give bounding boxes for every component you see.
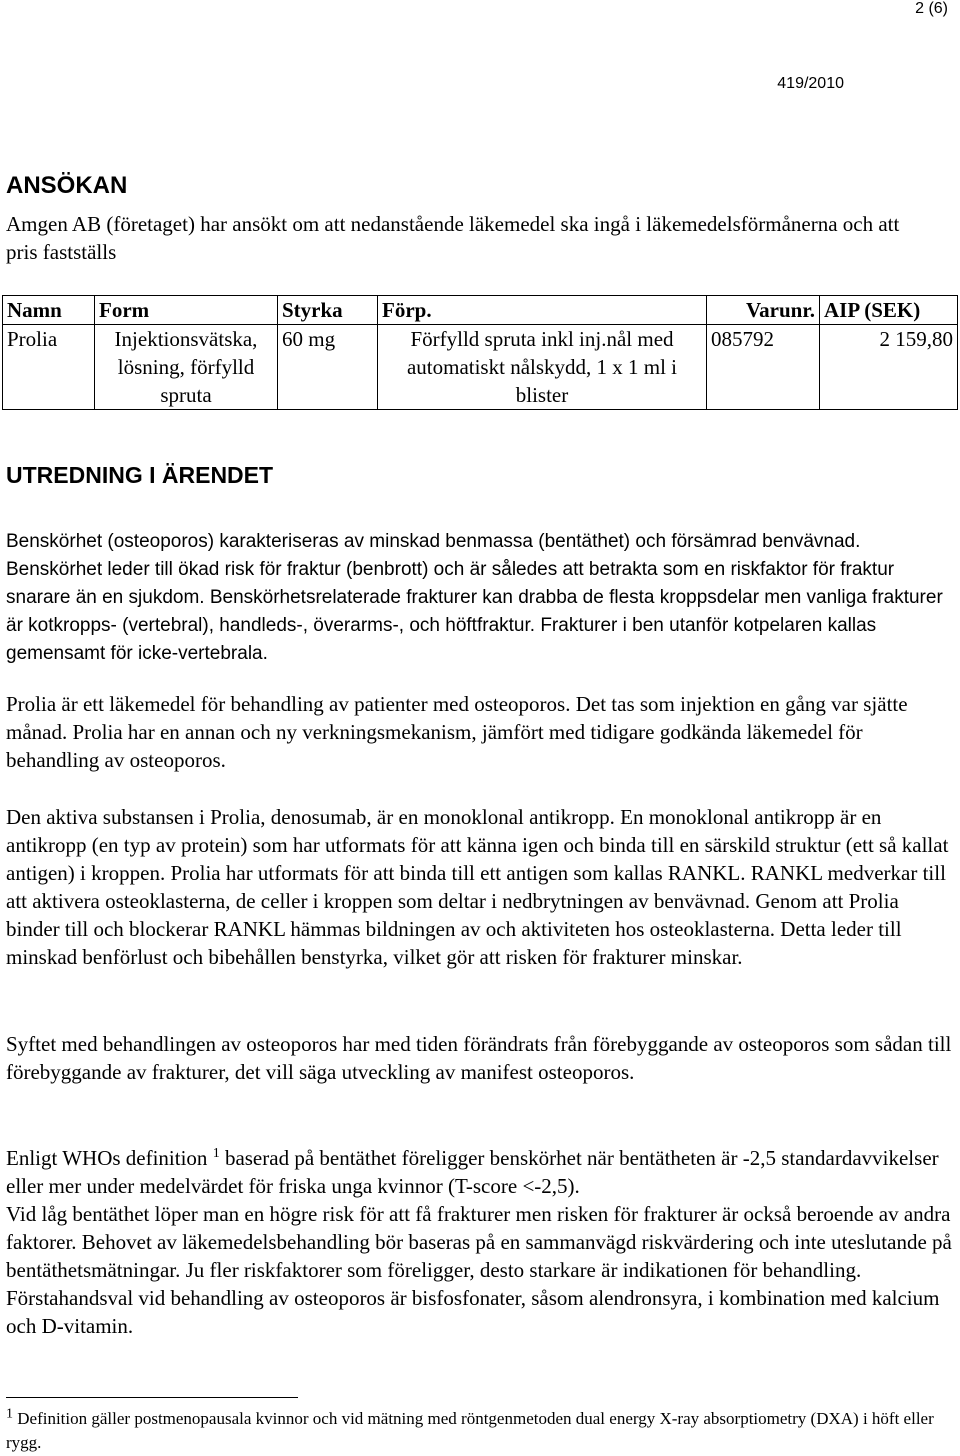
paragraph-treatment-aim: Syftet med behandlingen av osteoporos har med tiden förändrats från förebyggande av osteoporos som sådan till förebyggande av frakturer, det vill säga utveckling av manifest osteoporos. [6, 1032, 952, 1084]
header-forp: Förp. [378, 296, 707, 325]
paragraph-prolia: Prolia är ett läkemedel för behandling av patienter med osteoporos. Det tas som injektion en gång var sjätte månad. Prolia har en annan och ny verkningsmekanism, jämfört med tidigare godkända läkemedel för behandling av osteoporos. [6, 692, 908, 772]
footnote-divider [6, 1397, 298, 1398]
document-reference: 419/2010 [777, 75, 844, 92]
application-intro: Amgen AB (företaget) har ansökt om att nedanstående läkemedel ska ingå i läkemedelsförmånerna och att pris fastställs [6, 212, 900, 264]
header-styrka: Styrka [278, 296, 378, 325]
paragraph-denosumab: Den aktiva substansen i Prolia, denosumab, är en monoklonal antikropp. En monoklonal antikropp är en antikropp (en typ av protein) som har utformats för att känna igen och binda till en särskild struktur (ett så kallat antigen) i kroppen. Prolia har utformats för att binda till ett antigen som kallas RANKL. RANKL medverkar till att aktivera osteoklasterna, de celler i kroppen som deltar i nedbrytningen av benvävnad. Genom att Prolia binder till och blockerar RANKL hämmas bildningen av och aktiviteten hos osteoklasterna. Detta leder till minskad benförlust och bibehållen benstyrka, vilket gör att risken för frakturer minskar. [6, 805, 949, 969]
header-aip: AIP (SEK) [820, 296, 958, 325]
cell-styrka: 60 mg [278, 325, 378, 410]
application-title: ANSÖKAN [6, 172, 128, 199]
who-text-post: baserad på bentäthet föreligger benskörhet när bentätheten är -2,5 standardavvikelser eller mer under medelvärdet för friska unga kvinnor (T-score <-2,5). [6, 1146, 939, 1198]
footnote-text: Definition gäller postmenopausala kvinnor och vid mätning med röntgenmetoden dual energy X-ray absorptiometry (DXA) i höft eller rygg. [6, 1409, 934, 1452]
table-header-row [3, 296, 958, 325]
footnote [6, 1407, 954, 1455]
paragraph-osteoporosis: Benskörhet (osteoporos) karakteriseras av minskad benmassa (bentäthet) och försämrad benvävnad. Benskörhet leder till ökad risk för fraktur (benbrott) och är således att betrakta som en riskfaktor för fraktur snarare än en sjukdom. Benskörhetsrelaterade frakturer kan drabba de flesta kroppsdelar men vanliga frakturer är kotkropps- (vertebral), handleds-, överarms-, och höftfraktur. Frakturer i ben utanför kotpelaren kallas gemensamt för icke-vertebrala. [6, 531, 943, 664]
product-table [2, 295, 958, 410]
cell-namn: Prolia [3, 325, 95, 410]
cell-form: Injektionsvätska, lösning, förfylld spruta [95, 325, 278, 410]
paragraph-risk-factors: Vid låg bentäthet löper man en högre risk för att få frakturer men risken för frakturer är också beroende av andra faktorer. Behovet av läkemedelsbehandling bör baseras på en sammanvägd riskvärdering och inte uteslutande på bentäthetsmätningar. Ju fler riskfaktorer som föreligger, desto starkare är indikationen för behandling. Förstahandsval vid behandling av osteoporos är bisfosfonater, såsom alendronsyra, i kombination med kalcium och D-vitamin. [6, 1202, 952, 1338]
section-title: UTREDNING I ÄRENDET [6, 462, 274, 488]
footnote-marker: 1 [6, 1406, 13, 1422]
cell-varunr: 085792 [707, 325, 820, 410]
who-text-pre: Enligt WHOs definition [6, 1146, 213, 1170]
table-row [3, 325, 958, 410]
footnote-reference[interactable]: 1 [212, 1146, 220, 1161]
page-number: 2 (6) [915, 0, 948, 17]
header-varunr: Varunr. [707, 296, 820, 325]
cell-forp: Förfylld spruta inkl inj.nål med automatiskt nålskydd, 1 x 1 ml i blister [378, 325, 707, 410]
paragraph-who-definition [6, 1144, 954, 1200]
cell-aip: 2 159,80 [820, 325, 958, 410]
header-form: Form [95, 296, 278, 325]
header-namn: Namn [3, 296, 95, 325]
